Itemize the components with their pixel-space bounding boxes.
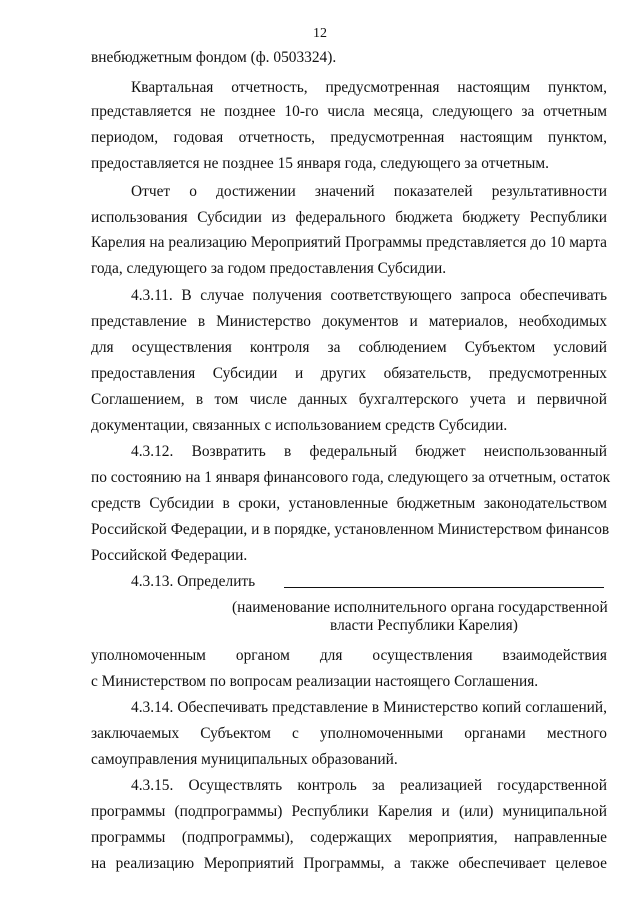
blank-caption: (наименование исполнительного органа государственной bbox=[232, 599, 608, 616]
text-line: заключаемых Субъектом с уполномоченными органами местного bbox=[91, 725, 607, 742]
text-line: по состоянию на 1 января финансового года, следующего за отчетным, остаток bbox=[91, 469, 611, 486]
text-line: предоставляется не позднее 15 января года, следующего за отчетным. bbox=[91, 155, 549, 172]
text-line: для осуществления контроля за соблюдением Субъектом условий bbox=[91, 339, 607, 356]
text-line: 4.3.13. Определить bbox=[131, 573, 256, 590]
text-line: программы (подпрограммы), содержащих мероприятия, направленные bbox=[91, 829, 607, 846]
text-line: предоставления Субсидии и других обязательств, предусмотренных bbox=[91, 365, 607, 382]
text-line: 4.3.15. Осуществлять контроль за реализацией государственной bbox=[131, 777, 607, 794]
text-line: Российской Федерации, и в порядке, установленном Министерством финансов bbox=[91, 521, 610, 538]
text-line: Карелия на реализацию Мероприятий Программы представляется до 10 марта bbox=[91, 234, 607, 251]
blank-caption: власти Республики Карелия) bbox=[330, 617, 518, 634]
text-line: с Министерством по вопросам реализации настоящего Соглашения. bbox=[91, 673, 539, 690]
text-line: Отчет о достижении значений показателей результативности bbox=[131, 183, 607, 200]
page-number: 12 bbox=[313, 26, 327, 41]
text-line: периодом, годовая отчетность, предусмотренная настоящим пунктом, bbox=[91, 129, 607, 146]
text-line: представляется не позднее 10-го числа месяца, следующего за отчетным bbox=[91, 103, 607, 120]
text-line: уполномоченным органом для осуществления взаимодействия bbox=[91, 647, 607, 664]
text-line: самоуправления муниципальных образований. bbox=[91, 751, 398, 768]
text-line: Квартальная отчетность, предусмотренная настоящим пунктом, bbox=[131, 79, 607, 96]
text-line: 4.3.12. Возвратить в федеральный бюджет неиспользованный bbox=[131, 443, 607, 460]
text-line: внебюджетным фондом (ф. 0503324). bbox=[91, 49, 337, 66]
text-line: Соглашением, в том числе данных бухгалтерского учета и первичной bbox=[91, 391, 607, 408]
fill-in-blank bbox=[284, 587, 604, 588]
text-line: на реализацию Мероприятий Программы, а также обеспечивает целевое bbox=[91, 855, 607, 872]
text-line: 4.3.14. Обеспечивать представление в Министерство копий соглашений, bbox=[131, 699, 607, 716]
text-line: использования Субсидии из федерального бюджета бюджету Республики bbox=[91, 209, 607, 226]
text-line: года, следующего за годом предоставления Субсидии. bbox=[91, 260, 447, 277]
text-line: средств Субсидии в сроки, установленные бюджетным законодательством bbox=[91, 495, 607, 512]
text-line: Российской Федерации. bbox=[91, 547, 248, 564]
text-line: документации, связанных с использованием средств Субсидии. bbox=[91, 417, 508, 434]
text-line: представление в Министерство документов и материалов, необходимых bbox=[91, 313, 607, 330]
text-line: программы (подпрограммы) Республики Карелия и (или) муниципальной bbox=[91, 803, 607, 820]
text-line: 4.3.11. В случае получения соответствующего запроса обеспечивать bbox=[131, 287, 607, 304]
